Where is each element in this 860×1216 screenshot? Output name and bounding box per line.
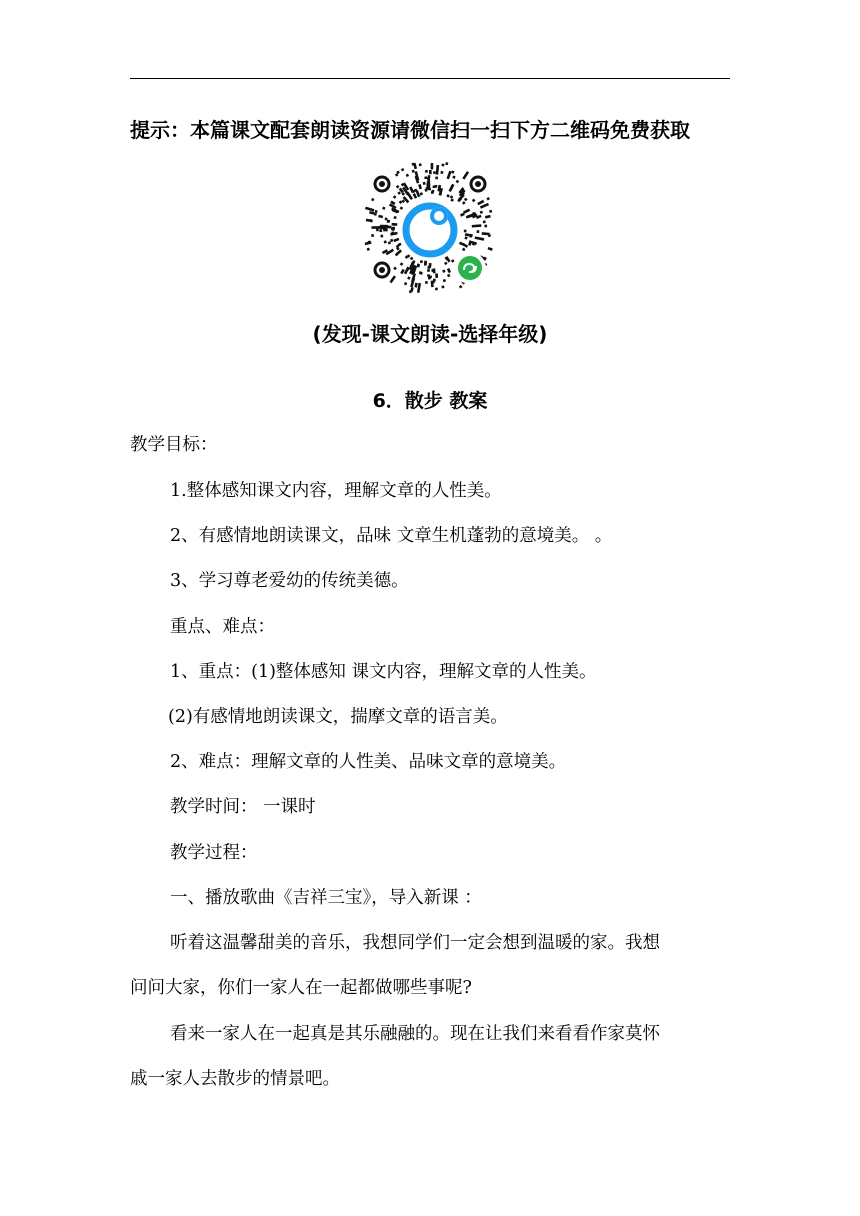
- qr-module: [388, 241, 391, 244]
- qr-module: [424, 176, 427, 179]
- qr-module: [444, 262, 447, 265]
- qr-module: [447, 274, 450, 277]
- qr-module: [435, 288, 438, 291]
- key-point-1: 1、重点：(1)整体感知 课文内容，理解文章的人性美。: [170, 662, 597, 682]
- section-heading-process: 教学过程：: [170, 843, 258, 863]
- qr-module: [427, 269, 430, 272]
- teaching-time: 教学时间： 一课时: [170, 797, 316, 817]
- qr-module: [449, 185, 454, 192]
- qr-module: [420, 272, 423, 275]
- qr-module: [412, 170, 415, 173]
- page-title: 6．散步 教案: [372, 390, 488, 412]
- qr-module: [452, 176, 455, 179]
- qr-module: [477, 200, 484, 205]
- qr-module: [428, 277, 431, 280]
- qr-module: [423, 182, 426, 185]
- qr-module: [380, 235, 383, 238]
- qr-module: [385, 229, 388, 232]
- qr-module: [404, 282, 407, 285]
- qr-module: [400, 269, 405, 274]
- qr-module: [400, 262, 404, 266]
- section-heading-objectives: 教学目标：: [130, 435, 218, 455]
- qr-module: [488, 247, 493, 251]
- qr-module: [441, 164, 444, 167]
- qr-module: [431, 191, 434, 194]
- qr-caption: (发现-课文朗读-选择年级): [312, 322, 548, 346]
- mini-program-qr-icon: [360, 158, 500, 298]
- qr-module: [427, 274, 430, 277]
- qr-module: [469, 235, 472, 238]
- qr-module: [472, 224, 482, 227]
- qr-module: [414, 283, 417, 288]
- qr-module: [410, 287, 414, 292]
- qr-module: [394, 216, 397, 219]
- qr-module: [435, 273, 438, 276]
- qr-module: [409, 186, 414, 193]
- qr-module: [410, 257, 414, 261]
- qr-module: [393, 267, 397, 271]
- qr-module: [436, 165, 440, 175]
- qr-module: [431, 281, 434, 288]
- qr-module: [484, 225, 487, 228]
- qr-module: [462, 201, 466, 205]
- qr-module: [391, 231, 394, 234]
- objective-3: 3、学习尊老爱幼的传统美德。: [170, 571, 409, 591]
- qr-module: [447, 171, 452, 180]
- qr-module: [397, 191, 401, 195]
- qr-module: [418, 184, 422, 189]
- qr-module: [440, 171, 443, 174]
- qr-module: [390, 239, 393, 242]
- qr-module: [442, 270, 445, 273]
- qr-module: [459, 285, 463, 289]
- qr-module: [384, 240, 387, 243]
- qr-module: [472, 199, 476, 203]
- qr-module: [477, 230, 480, 233]
- qr-module: [462, 171, 469, 180]
- qr-module: [426, 187, 429, 190]
- qr-module: [451, 259, 455, 263]
- section-heading-key-points: 重点、难点：: [170, 617, 275, 637]
- qr-module: [463, 209, 470, 214]
- qr-module: [379, 229, 382, 232]
- qr-module: [435, 185, 438, 188]
- qr-module: [450, 198, 454, 202]
- paragraph-1-line-1: 听着这温馨甜美的音乐，我想同学们一定会想到温暖的家。我想: [170, 933, 660, 953]
- qr-module: [389, 275, 396, 283]
- qr-module: [376, 228, 379, 231]
- qr-module: [371, 198, 374, 201]
- qr-module: [464, 236, 467, 239]
- qr-module: [420, 260, 423, 263]
- difficult-point: 2、难点：理解文章的人性美、品味文章的意境美。: [170, 752, 567, 772]
- objective-1: 1.整体感知课文内容，理解文章的人性美。: [170, 481, 502, 501]
- qr-module: [370, 220, 373, 223]
- qr-module: [380, 226, 383, 229]
- qr-module: [425, 170, 428, 173]
- qr-module: [429, 170, 432, 174]
- qr-module: [419, 163, 422, 166]
- qr-module: [375, 210, 378, 213]
- qr-module: [428, 266, 431, 269]
- qr-module: [406, 174, 409, 177]
- objective-2: 2、有感情地朗读课文，品味 文章生机蓬勃的意境美。 。: [170, 526, 613, 546]
- key-point-1-sub-2: (2)有感情地朗读课文，揣摩文章的语言美。: [168, 707, 508, 727]
- qr-module: [433, 171, 436, 174]
- qr-module: [378, 215, 383, 218]
- qr-module: [374, 213, 377, 216]
- qr-module: [396, 185, 400, 189]
- qr-module: [367, 248, 370, 251]
- qr-module: [427, 177, 430, 180]
- qr-module: [433, 268, 436, 271]
- qr-module: [483, 220, 486, 223]
- qr-module: [489, 210, 492, 213]
- qr-module: [401, 168, 404, 171]
- qr-module: [464, 198, 468, 202]
- process-step-1: 一、播放歌曲《吉祥三宝》，导入新课 ：: [170, 888, 482, 908]
- qr-module: [450, 195, 454, 199]
- qr-module: [480, 203, 489, 209]
- qr-module: [371, 226, 381, 229]
- qr-code[interactable]: [360, 158, 500, 298]
- qr-module: [441, 285, 444, 288]
- qr-module: [425, 281, 428, 284]
- qr-module: [400, 206, 404, 210]
- qr-module: [387, 220, 390, 223]
- qr-module: [475, 236, 484, 240]
- qr-module: [393, 195, 397, 199]
- resource-hint: 提示：本篇课文配套朗读资源请微信扫一扫下方二维码免费获取: [130, 118, 690, 142]
- qr-module: [365, 207, 374, 212]
- qr-module: [406, 192, 413, 200]
- paragraph-2-line-2: 戚一家人去散步的情景吧。: [130, 1069, 340, 1089]
- qr-module: [446, 194, 449, 197]
- qr-module: [391, 227, 394, 230]
- qr-module: [451, 170, 454, 173]
- qr-module: [371, 234, 374, 237]
- qr-module: [382, 206, 385, 209]
- qr-module: [462, 248, 466, 252]
- qr-module: [411, 273, 416, 282]
- qr-module: [407, 276, 410, 279]
- qr-module: [445, 162, 448, 165]
- header-rule: [130, 78, 730, 79]
- qr-module: [443, 279, 446, 282]
- qr-module: [385, 217, 388, 220]
- qr-module: [431, 163, 434, 169]
- qr-module: [464, 230, 467, 233]
- qr-module: [456, 180, 460, 184]
- paragraph-1-line-2: 问问大家，你们一家人在一起都做哪些事呢?: [130, 978, 472, 998]
- qr-module: [420, 192, 423, 195]
- qr-module: [435, 177, 438, 180]
- qr-module: [482, 232, 490, 235]
- qr-module: [486, 197, 490, 201]
- qr-module: [485, 215, 491, 219]
- qr-module: [480, 211, 483, 214]
- paragraph-2-line-1: 看来一家人在一起真是其乐融融的。现在让我们来看看作家莫怀: [170, 1024, 660, 1044]
- qr-module: [429, 263, 432, 266]
